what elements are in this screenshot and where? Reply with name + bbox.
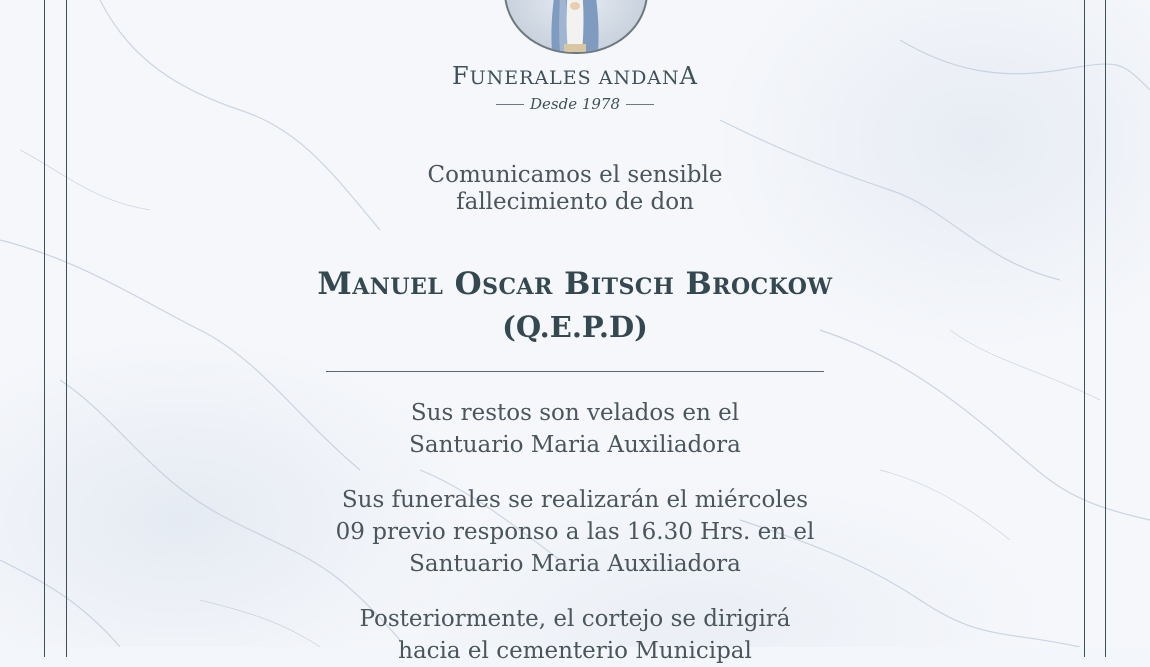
- brand-name: FUNERALES ANDANA: [451, 62, 698, 90]
- brand-since: [0, 95, 1150, 113]
- cortege-line-1: Posteriormente, el cortejo se dirigirá: [359, 606, 791, 632]
- cortege-line-2: hacia el cementerio Municipal: [398, 638, 752, 664]
- intro-text: [0, 162, 1150, 216]
- wake-line-1: Sus restos son velados en el: [410, 400, 740, 426]
- ornament-dash-right: [626, 104, 654, 105]
- qepd-label: (Q.E.P.D): [502, 310, 648, 344]
- divider: [326, 371, 824, 372]
- virgin-mary-statue-icon: [504, 0, 648, 54]
- funeral-paragraph: [0, 484, 1150, 580]
- intro-line-2: fallecimiento de don: [456, 189, 694, 215]
- since-label: Desde 1978: [529, 95, 621, 113]
- wake-paragraph: [0, 397, 1150, 461]
- wake-line-2: Santuario Maria Auxiliadora: [409, 432, 741, 458]
- funeral-line-2: 09 previo responso a las 16.30 Hrs. en el: [335, 519, 815, 545]
- ornament-dash-left: [496, 104, 524, 105]
- funeral-line-1: Sus funerales se realizarán el miércoles: [341, 487, 809, 513]
- cortege-paragraph: [0, 603, 1150, 667]
- deceased-name: Manuel Oscar Bitsch Brockow: [317, 266, 833, 302]
- funeral-line-3: Santuario Maria Auxiliadora: [409, 551, 741, 577]
- intro-line-1: Comunicamos el sensible: [427, 162, 723, 188]
